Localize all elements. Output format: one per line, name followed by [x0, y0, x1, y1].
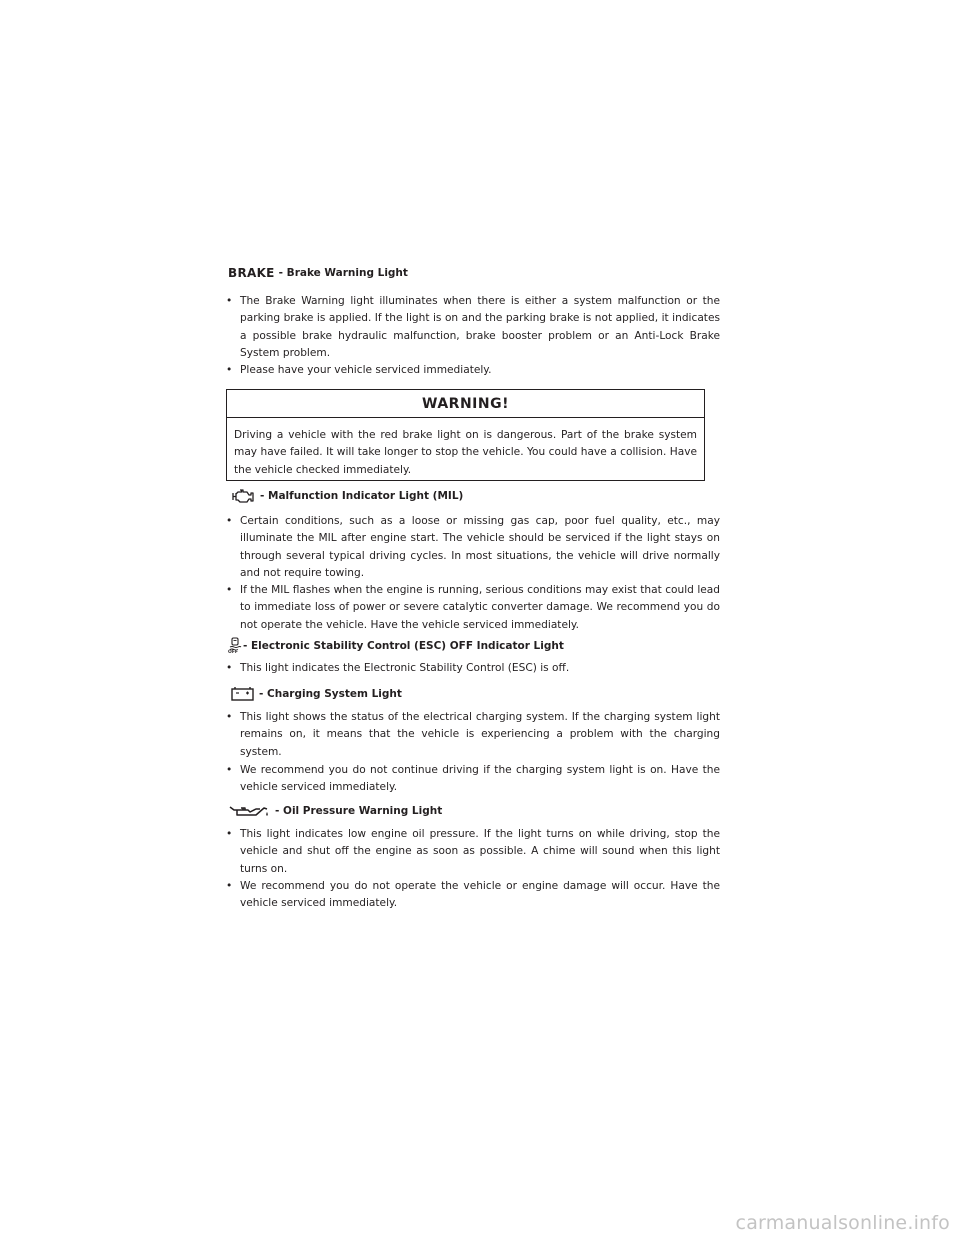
- bullet-dot: •: [226, 515, 233, 527]
- warning-body: Driving a vehicle with the red brake light on is dangerous. Part of the brake system may have failed. It will take longer to stop the vehicle. You could have a collision. Have the vehicle checked immediately.: [234, 429, 697, 476]
- watermark-link[interactable]: carmanualsonline.info: [735, 1212, 950, 1234]
- bullet-dot: •: [226, 295, 233, 307]
- bullet-dot: •: [226, 880, 233, 892]
- esc-off-icon-label: OFF: [228, 650, 238, 655]
- charging-bullet-1: • This light shows the status of the electrical charging system. If the charging system light remains on, it means that the vehicle is experiencing a problem with the charging system.: [226, 711, 720, 758]
- oil-bullet-1: • This light indicates low engine oil pressure. If the light turns on while driving, stop the vehicle and shut off the engine as soon as possible. A chime will sound when this light turns on.: [226, 828, 720, 875]
- esc-bullet-1: • This light indicates the Electronic Stability Control (ESC) is off.: [226, 660, 720, 677]
- esc-title: - Electronic Stability Control (ESC) OFF Indicator Light: [243, 640, 564, 652]
- bullet-dot: •: [226, 662, 233, 674]
- battery-icon: [231, 686, 255, 702]
- brake-bullet-1: • The Brake Warning light illuminates when there is either a system malfunction or the parking brake is applied. If the light is on and the parking brake is not applied, it indicates a possible brake hydraulic malfunction, brake booster problem or an Anti-Lock Brake System problem.: [226, 295, 720, 359]
- brake-warning-title: - Brake Warning Light: [278, 267, 408, 279]
- mil-bullet-1: • Certain conditions, such as a loose or missing gas cap, poor fuel quality, etc., may illuminate the MIL after engine start. The vehicle should be serviced if the light stays on through several typical driving cycles. In most situations, the vehicle will drive normally and not require towing.: [226, 515, 720, 579]
- brake-icon: BRAKE: [228, 266, 275, 280]
- bullet-dot: •: [226, 828, 233, 840]
- oil-title: - Oil Pressure Warning Light: [275, 805, 443, 817]
- brake-bullet-2: • Please have your vehicle serviced immediately.: [226, 362, 720, 379]
- esc-off-icon: [228, 637, 242, 655]
- check-engine-icon: [230, 488, 256, 504]
- bullet-dot: •: [226, 764, 233, 776]
- charging-heading: [231, 686, 402, 702]
- bullet-dot: •: [226, 711, 233, 723]
- oil-can-icon: [229, 803, 271, 819]
- oil-bullet-2: • We recommend you do not operate the vehicle or engine damage will occur. Have the vehicle serviced immediately.: [226, 880, 720, 910]
- bullet-dot: •: [226, 364, 233, 376]
- charging-title: - Charging System Light: [259, 688, 402, 700]
- oil-heading: [229, 803, 442, 819]
- mil-bullet-2: • If the MIL flashes when the engine is running, serious conditions may exist that could lead to immediate loss of power or severe catalytic converter damage. We recommend you do not operate the vehicle. Have the vehicle serviced immediately.: [226, 584, 720, 631]
- brake-warning-heading: [228, 266, 408, 280]
- warning-title: WARNING!: [227, 390, 704, 418]
- esc-heading: [228, 637, 564, 655]
- charging-bullet-2: • We recommend you do not continue driving if the charging system light is on. Have the vehicle serviced immediately.: [226, 764, 720, 794]
- mil-heading: [230, 488, 463, 504]
- mil-title: - Malfunction Indicator Light (MIL): [260, 490, 464, 502]
- warning-box: [226, 389, 705, 481]
- bullet-dot: •: [226, 584, 233, 596]
